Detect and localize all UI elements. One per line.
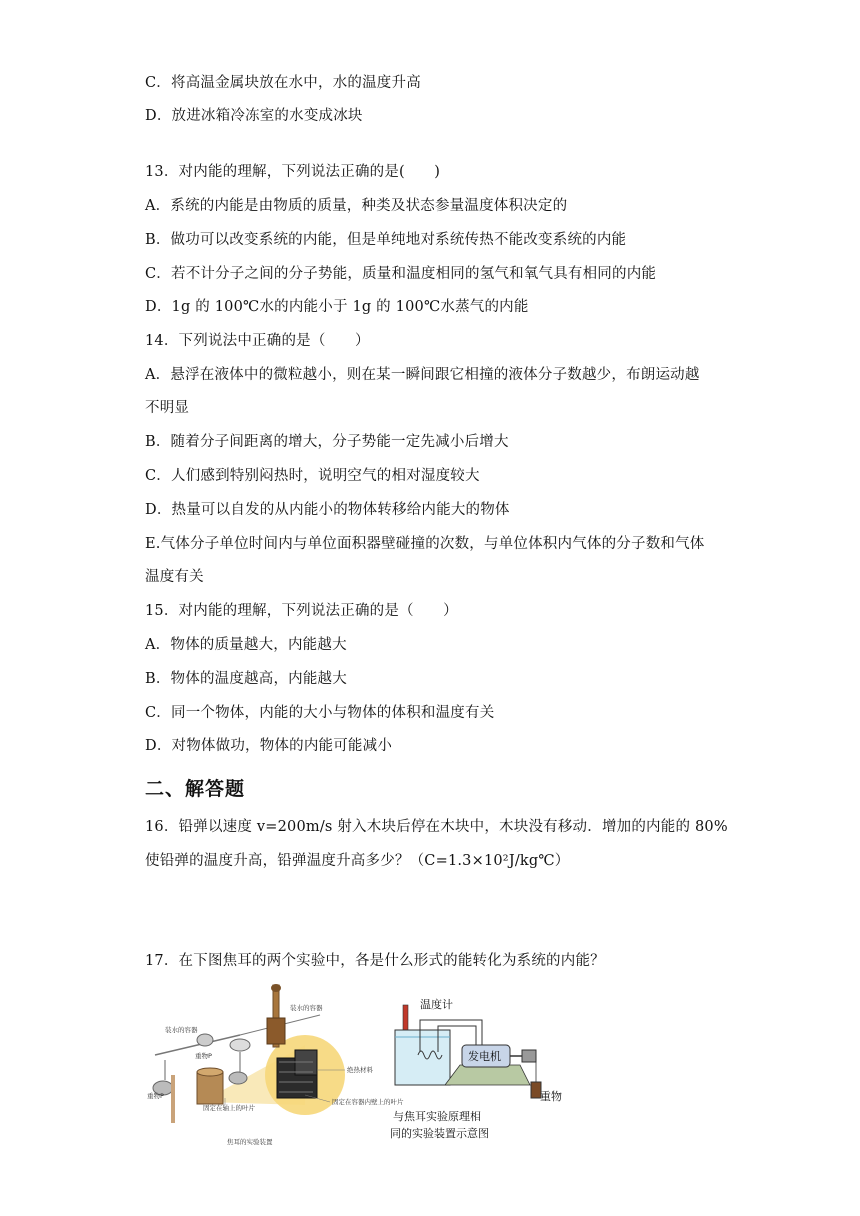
question-16-line2: 使铅弹的温度升高，铅弹温度升高多少？（C=1.3×10²J/kg℃） bbox=[145, 853, 570, 869]
option-b-q13: B．做功可以改变系统的内能，但是单纯地对系统传热不能改变系统的内能 bbox=[145, 232, 627, 248]
figure-area bbox=[145, 980, 565, 1155]
question-15: 15．对内能的理解，下列说法正确的是（ ） bbox=[145, 603, 458, 619]
label-weight: 重物 bbox=[540, 1090, 562, 1103]
schematic-figure bbox=[390, 990, 565, 1150]
option-e-q14-line1: E.气体分子单位时间内与单位面积器壁碰撞的次数，与单位体积内气体的分子数和气体 bbox=[145, 536, 705, 552]
option-b-q15: B．物体的温度越高，内能越大 bbox=[145, 671, 347, 687]
caption-joule-apparatus: 焦耳的实验装置 bbox=[227, 1138, 273, 1146]
caption-schematic-line2: 同的实验装置示意图 bbox=[390, 1127, 489, 1140]
option-d-q13: D．1g 的 100℃水的内能小于 1g 的 100℃水蒸气的内能 bbox=[145, 299, 529, 315]
label-fixed-axis: 固定在轴上的叶片 bbox=[203, 1104, 255, 1112]
label-insulation: 绝热材料 bbox=[347, 1066, 373, 1074]
label-thermometer: 温度计 bbox=[420, 998, 453, 1011]
section-heading-answers: 二、解答题 bbox=[145, 778, 246, 800]
option-c-q12: C．将高温金属块放在水中，水的温度升高 bbox=[145, 75, 421, 91]
label-generator: 发电机 bbox=[468, 1050, 501, 1063]
option-d-q15: D．对物体做功，物体的内能可能减小 bbox=[145, 738, 393, 754]
option-a-q14-line2: 不明显 bbox=[145, 400, 190, 416]
option-d-q12: D．放进冰箱冷冻室的水变成冰块 bbox=[145, 108, 363, 124]
label-weight-right: 重物P bbox=[147, 1092, 164, 1100]
label-fixed-wall: 固定在容器内壁上的叶片 bbox=[332, 1098, 404, 1106]
label-container-top: 装水的容器 bbox=[290, 1004, 323, 1012]
question-13: 13．对内能的理解，下列说法正确的是( ) bbox=[145, 164, 441, 180]
option-b-q14: B．随着分子间距离的增大，分子势能一定先减小后增大 bbox=[145, 434, 509, 450]
option-c-q14: C．人们感到特别闷热时，说明空气的相对湿度较大 bbox=[145, 468, 480, 484]
option-c-q15: C．同一个物体，内能的大小与物体的体积和温度有关 bbox=[145, 705, 495, 721]
option-a-q14-line1: A．悬浮在液体中的微粒越小，则在某一瞬间跟它相撞的液体分子数越少，布朗运动越 bbox=[145, 367, 700, 383]
option-a-q15: A．物体的质量越大，内能越大 bbox=[145, 637, 347, 653]
caption-schematic-line1: 与焦耳实验原理相 bbox=[393, 1110, 481, 1123]
option-a-q13: A．系统的内能是由物质的质量，种类及状态参量温度体积决定的 bbox=[145, 198, 568, 214]
joule-apparatus-figure bbox=[145, 980, 404, 1155]
label-weight-left: 重物P bbox=[195, 1052, 212, 1060]
question-17: 17．在下图焦耳的两个实验中，各是什么形式的能转化为系统的内能？ bbox=[145, 953, 605, 969]
label-container-left: 装水的容器 bbox=[165, 1026, 198, 1034]
option-e-q14-line2: 温度有关 bbox=[145, 569, 204, 585]
option-d-q14: D．热量可以自发的从内能小的物体转移给内能大的物体 bbox=[145, 502, 510, 518]
question-16-line1: 16．铅弹以速度 v=200m/s 射入木块后停在木块中，木块没有移动．增加的内能的 80% bbox=[145, 819, 728, 835]
question-14: 14．下列说法中正确的是（ ） bbox=[145, 333, 370, 349]
option-c-q13: C．若不计分子之间的分子势能，质量和温度相同的氢气和氧气具有相同的内能 bbox=[145, 266, 657, 282]
